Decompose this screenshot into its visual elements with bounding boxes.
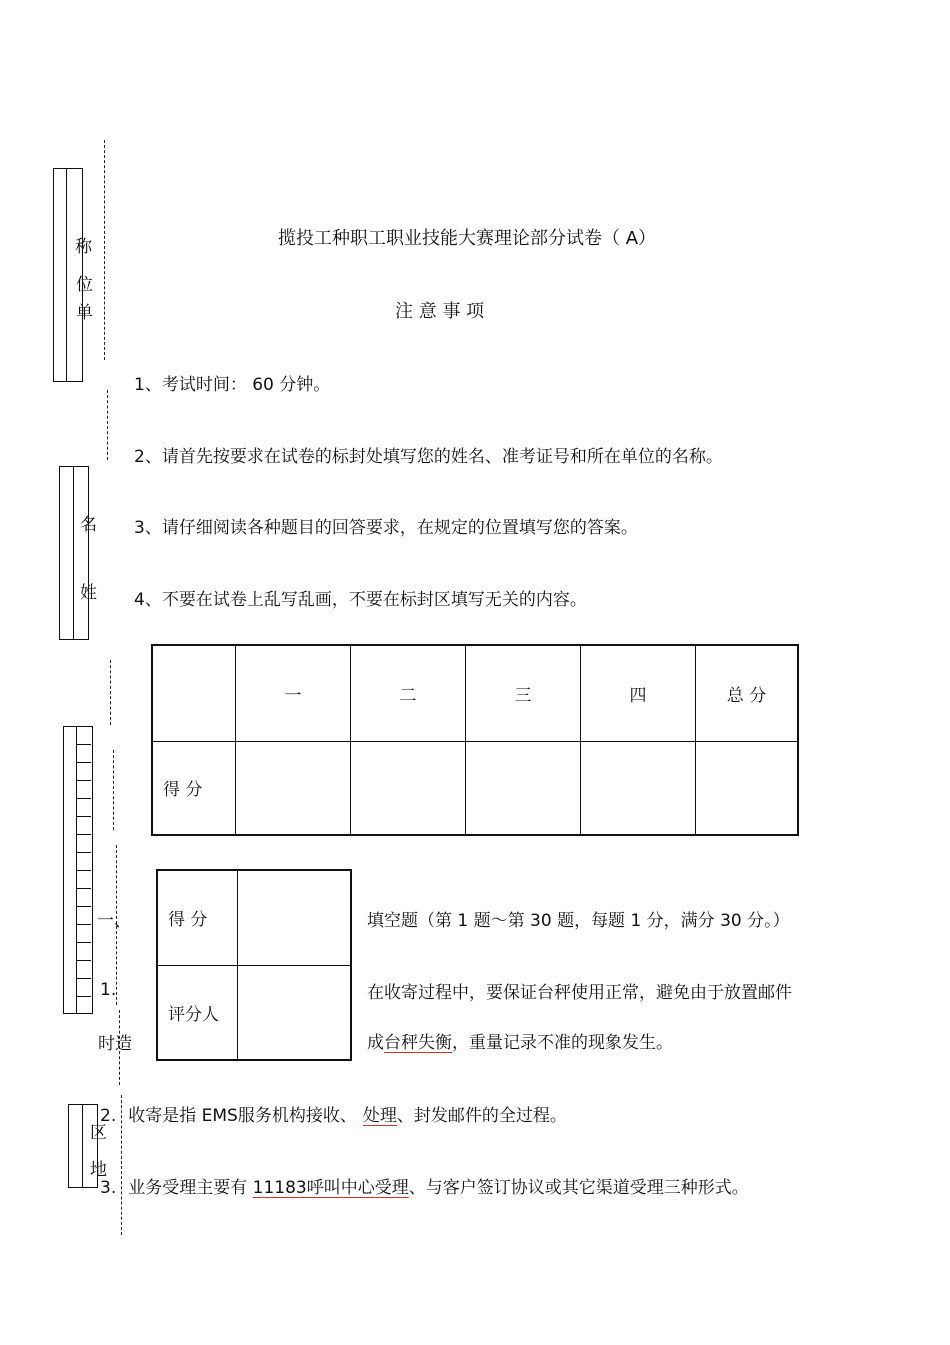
exam-id-rung (76, 978, 91, 979)
question-1-answer: 台秤失衡 (384, 1033, 452, 1053)
grader-name-row (157, 965, 351, 1060)
region-char-2: 地 (90, 1160, 107, 1180)
score-header-2: 二 (351, 645, 466, 741)
score-header-3: 三 (466, 645, 581, 741)
grader-name-cell[interactable] (238, 965, 352, 1060)
time-chars: 时造 (98, 1034, 132, 1054)
score-cell-total[interactable] (696, 741, 799, 835)
question-3 (100, 1173, 749, 1198)
section-marker: 一、 (97, 911, 131, 931)
grader-table (156, 869, 352, 1061)
score-cell-1[interactable] (236, 741, 351, 835)
exam-id-rung (76, 852, 91, 853)
grader-score-row (157, 870, 351, 965)
notice-item-2: 2、请首先按要求在试卷的标封处填写您的姓名、准考证号和所在单位的名称。 (134, 447, 723, 467)
notice-heading: 注 意 事 项 (395, 301, 485, 322)
question-2-number: 2. (100, 1106, 117, 1126)
exam-id-rung (76, 942, 91, 943)
score-cell-3[interactable] (466, 741, 581, 835)
score-header-4: 四 (581, 645, 696, 741)
notice-item-4: 4、不要在试卷上乱写乱画，不要在标封区填写无关的内容。 (134, 590, 587, 610)
cut-line-1 (104, 140, 105, 360)
notice-item-1: 1、考试时间： 60 分钟。 (134, 375, 331, 395)
question-1-line-2 (367, 1028, 673, 1053)
score-table-header-row (152, 645, 798, 741)
score-header-total: 总 分 (696, 645, 799, 741)
section-1-heading: 填空题（第 1 题～第 30 题，每题 1 分，满分 30 分。） (367, 911, 790, 931)
unit-char-2: 位 (76, 275, 93, 295)
exam-id-rung (76, 960, 91, 961)
exam-id-rung (76, 798, 91, 799)
question-3-pre: 业务受理主要有 (128, 1178, 253, 1198)
question-3-answer: 11183呼叫中心受理 (252, 1178, 409, 1198)
page-title: 揽投工种职工职业技能大赛理论部分试卷（ A） (278, 228, 657, 249)
score-header-1: 一 (236, 645, 351, 741)
question-1-post: ，重量记录不准的现象发生。 (452, 1033, 673, 1053)
question-1-line-1: 在收寄过程中，要保证台秤使用正常，避免由于放置邮件 (367, 983, 792, 1003)
question-3-post: 、与客户签订协议或其它渠道受理三种形式。 (408, 1178, 749, 1198)
exam-id-rung (76, 906, 91, 907)
question-2-post: 、封发邮件的全过程。 (396, 1106, 567, 1126)
exam-id-rung (76, 888, 91, 889)
cut-line-2 (107, 390, 108, 460)
question-2 (100, 1101, 567, 1126)
unit-char-1: 称 (75, 237, 92, 257)
region-box-divider (82, 1104, 83, 1188)
name-box (59, 466, 89, 640)
exam-id-rung (76, 780, 91, 781)
notice-item-3: 3、请仔细阅读各种题目的回答要求，在规定的位置填写您的答案。 (134, 518, 638, 538)
name-char-2: 姓 (80, 583, 97, 603)
score-table (151, 644, 799, 836)
exam-id-rung (76, 744, 91, 745)
grader-score-label: 得 分 (157, 870, 238, 965)
score-cell-2[interactable] (351, 741, 466, 835)
score-row-label: 得 分 (152, 741, 236, 835)
score-header-blank (152, 645, 236, 741)
question-3-number: 3. (100, 1178, 117, 1198)
exam-id-rung (76, 870, 91, 871)
question-1-number: 1. (100, 980, 117, 1000)
grader-score-cell[interactable] (238, 870, 352, 965)
name-box-divider (73, 466, 74, 640)
cut-line-4 (113, 750, 114, 830)
exam-id-rung (76, 996, 91, 997)
question-2-pre: 收寄是指 EMS服务机构接收、 (128, 1106, 357, 1126)
exam-id-rung (76, 762, 91, 763)
name-char-1: 名 (80, 515, 97, 535)
exam-id-rung (76, 834, 91, 835)
score-cell-4[interactable] (581, 741, 696, 835)
region-char-1: 区 (90, 1123, 107, 1143)
unit-char-3: 单 (76, 303, 93, 323)
grader-name-label: 评分人 (157, 965, 238, 1060)
cut-line-3 (110, 660, 111, 725)
score-table-score-row (152, 741, 798, 835)
exam-id-rung (76, 924, 91, 925)
question-1-pre: 成 (367, 1033, 384, 1053)
exam-id-rung (76, 816, 91, 817)
unit-box-divider (66, 168, 67, 382)
question-2-answer: 处理 (362, 1106, 397, 1126)
